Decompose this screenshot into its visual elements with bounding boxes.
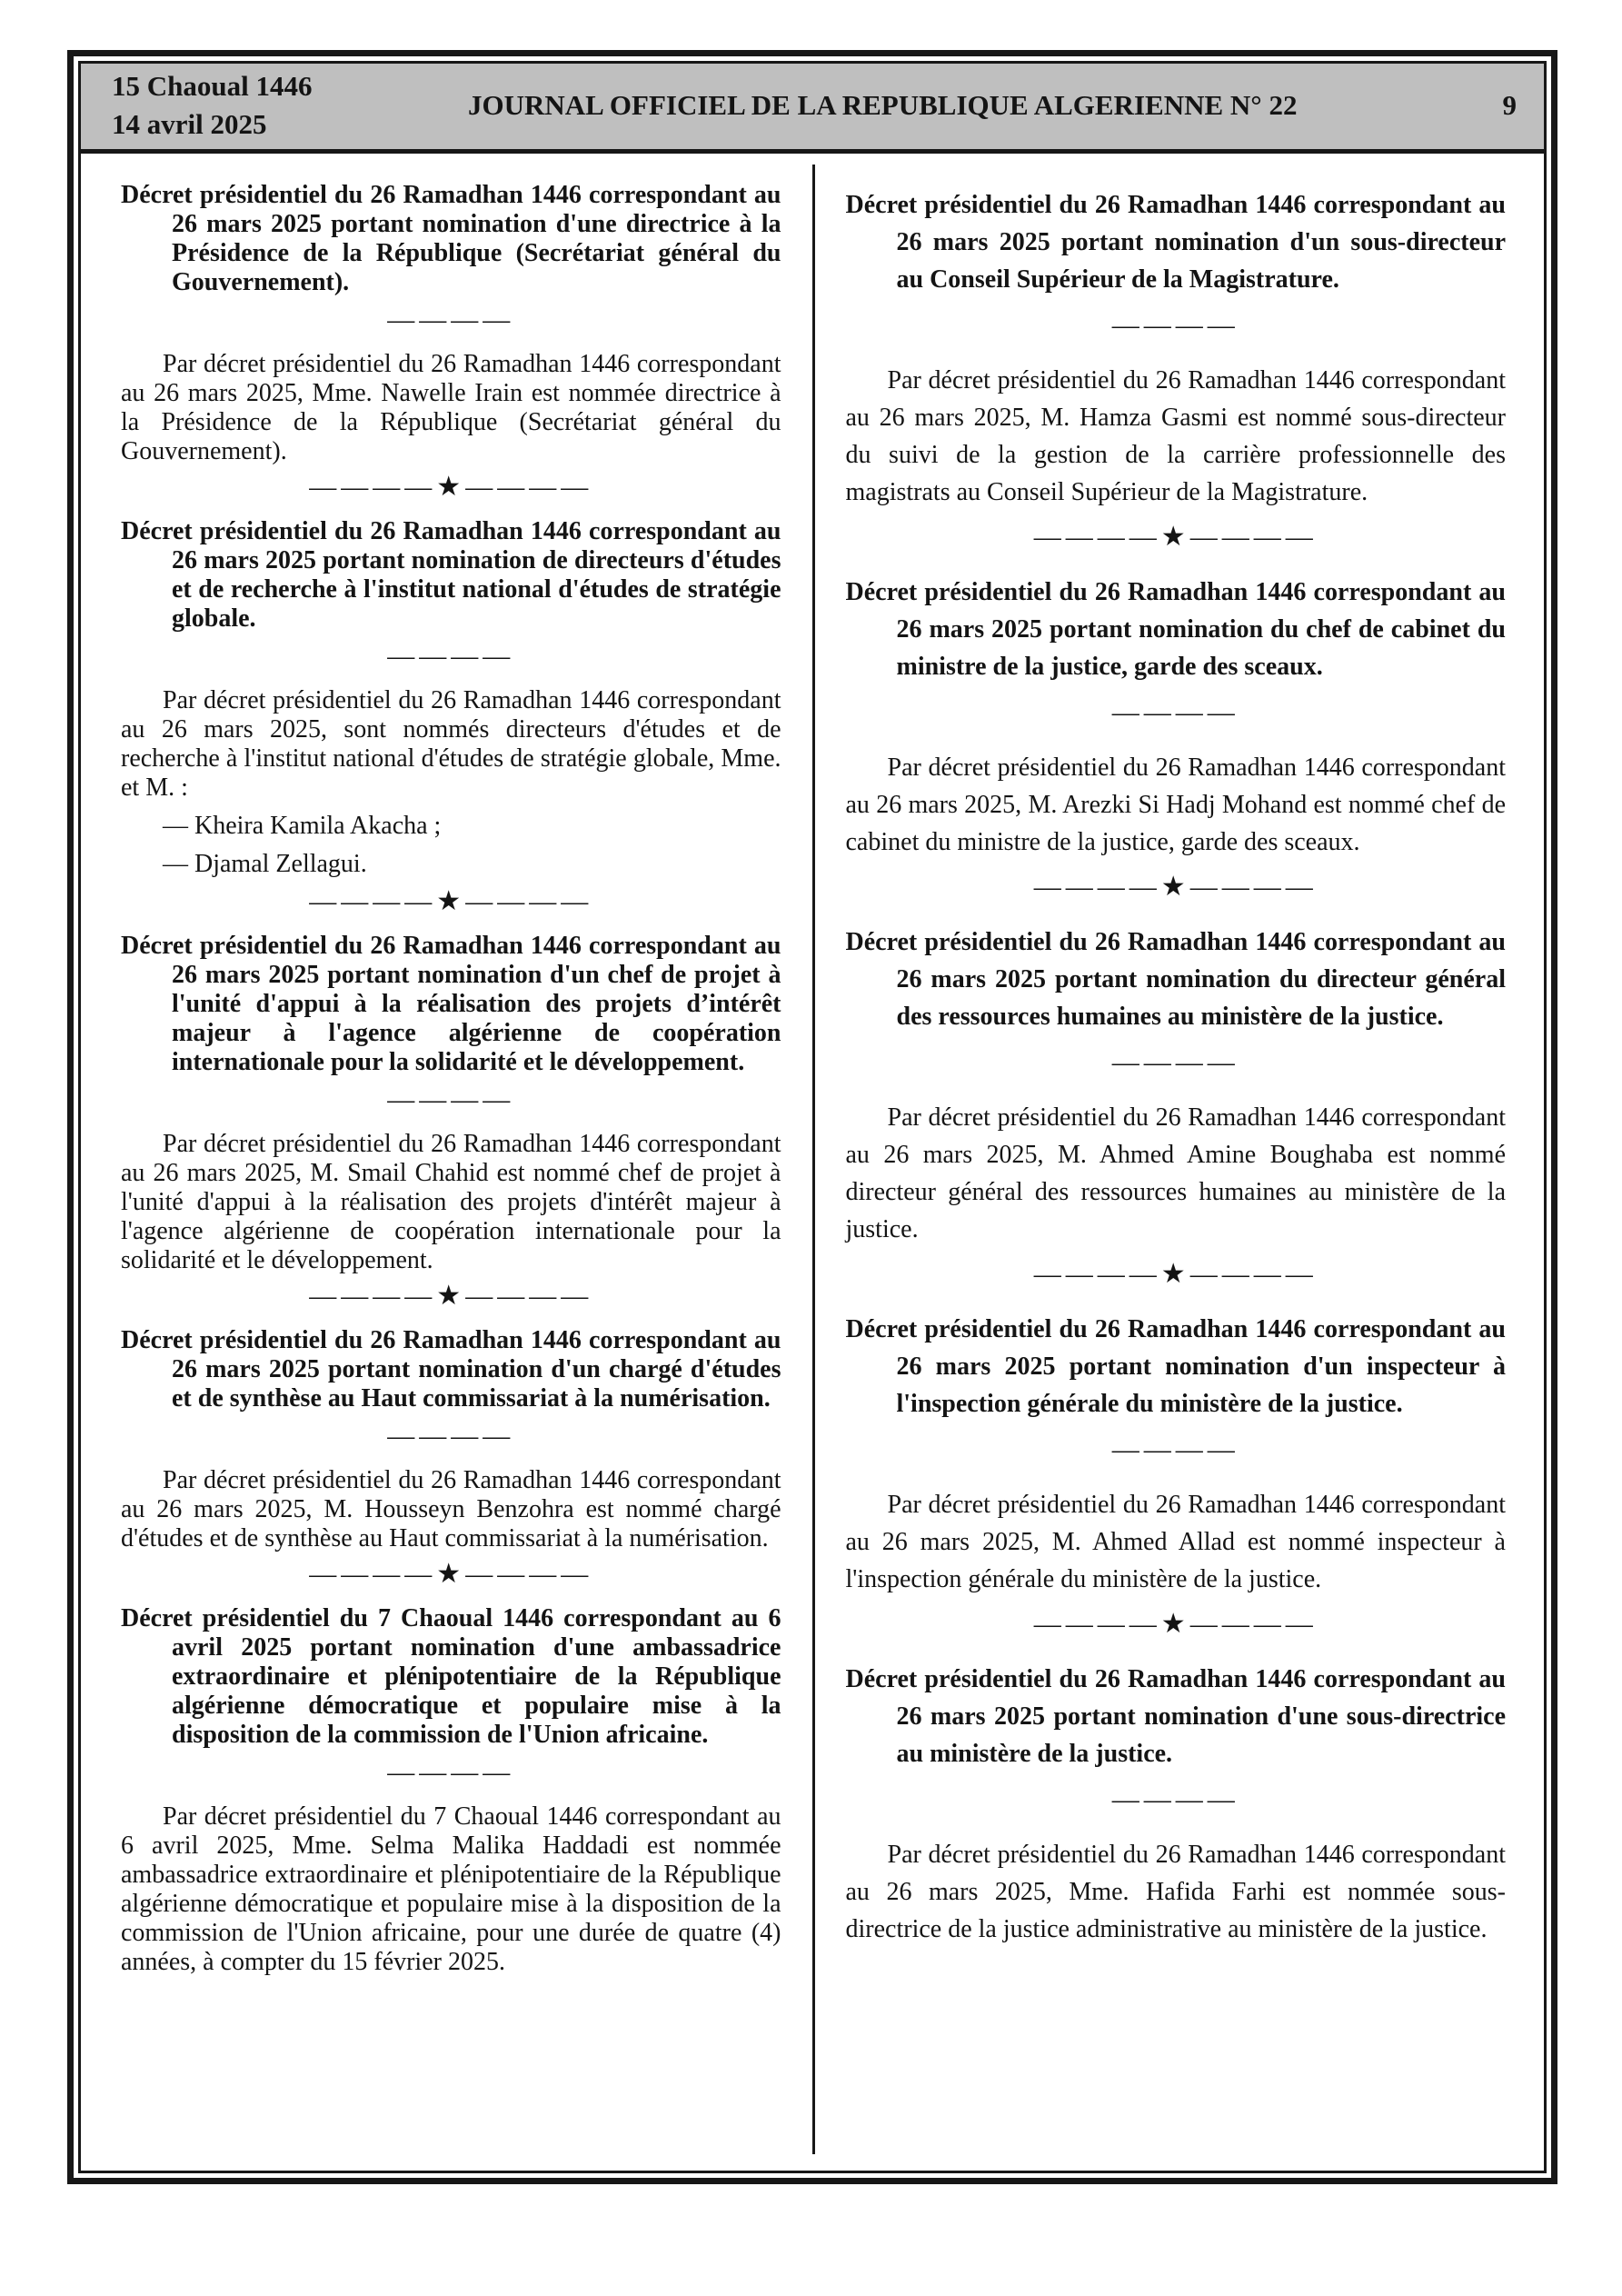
decree-paragraph: Par décret présidentiel du 26 Ramadhan 1446 correspondant au 26 mars 2025, M. Arezki Si Hadj Mohand est nommé chef de cabinet du ministre de la justice, garde des sceaux. xyxy=(845,754,1506,856)
dash-separator: ———— xyxy=(1111,310,1239,340)
star-separator: ————★———— xyxy=(309,1281,593,1311)
star-separator: ————★———— xyxy=(1033,1259,1318,1289)
decree-paragraph: Par décret présidentiel du 26 Ramadhan 1446 correspondant au 26 mars 2025, Mme. Hafida Farhi est nommée sous-directrice de la justice administrative au ministère de la justice. xyxy=(845,1841,1506,1943)
star-separator: ————★———— xyxy=(309,886,593,916)
decree-title: Décret présidentiel du 26 Ramadhan 1446 correspondant au 26 mars 2025 portant nomination d'un chargé d'études et de synthèse au Haut commissariat à la numérisation. xyxy=(121,1326,781,1413)
nominee-list-item: — Kheira Kamila Akacha ; xyxy=(163,812,442,840)
decree-paragraph: Par décret présidentiel du 26 Ramadhan 1446 correspondant au 26 mars 2025, Mme. Nawelle Irain est nommée directrice à la Présidence de la République (Secrétariat général du Gouvernement). xyxy=(121,350,781,465)
dash-separator: ———— xyxy=(1111,1047,1239,1077)
decree-paragraph: Par décret présidentiel du 26 Ramadhan 1446 correspondant au 26 mars 2025, M. Ahmed Allad est nommé inspecteur à l'inspection générale du ministère de la justice. xyxy=(845,1491,1506,1593)
decree-title: Décret présidentiel du 26 Ramadhan 1446 correspondant au 26 mars 2025 portant nomination d'un chef de projet à l'unité d'appui à la réalisation des projets d’intérêt majeur à l'agence algérienne de coopération internationale pour la solidarité et le développement. xyxy=(121,932,781,1076)
dash-separator: ———— xyxy=(387,1757,515,1787)
dash-separator: ———— xyxy=(387,304,515,334)
content-area xyxy=(81,154,1544,2171)
decree-paragraph: Par décret présidentiel du 26 Ramadhan 1446 correspondant au 26 mars 2025, sont nommés directeurs d'études et de recherche à l'institut national d'études de stratégie globale, Mme. et M. : xyxy=(121,686,781,802)
decree-title: Décret présidentiel du 26 Ramadhan 1446 correspondant au 26 mars 2025 portant nomination d'un inspecteur à l'inspection générale du ministère de la justice. xyxy=(845,1315,1506,1418)
dash-separator: ———— xyxy=(387,1084,515,1114)
star-separator: ————★———— xyxy=(309,1559,593,1589)
date-block xyxy=(112,67,312,144)
dash-separator: ———— xyxy=(387,641,515,671)
star-separator: ————★———— xyxy=(1033,522,1318,552)
left-column xyxy=(121,165,812,2154)
decree-paragraph: Par décret présidentiel du 26 Ramadhan 1446 correspondant au 26 mars 2025, M. Hamza Gasmi est nommé sous-directeur du suivi de la gestion de la carrière professionnelle des magistrats au Conseil Supérieur de la Magistrature. xyxy=(845,366,1506,506)
gregorian-date: 14 avril 2025 xyxy=(112,108,267,140)
journal-title: JOURNAL OFFICIEL DE LA REPUBLIQUE ALGERIENNE N° 22 xyxy=(468,89,1298,121)
page-frame xyxy=(67,50,1557,2184)
dash-separator: ———— xyxy=(387,1421,515,1451)
dash-separator: ———— xyxy=(1111,1784,1239,1814)
decree-title: Décret présidentiel du 26 Ramadhan 1446 correspondant au 26 mars 2025 portant nomination de directeurs d'études et de recherche à l'institut national d'études de stratégie globale. xyxy=(121,517,781,633)
decree-title: Décret présidentiel du 7 Chaoual 1446 correspondant au 6 avril 2025 portant nomination d'une ambassadrice extraordinaire et plénipotentiaire de la République algérienne démocratique et populaire mise à la disposition de la commission de l'Union africaine. xyxy=(121,1604,781,1749)
nominee-list-item: — Djamal Zellagui. xyxy=(163,850,367,878)
hijri-date: 15 Chaoual 1446 xyxy=(112,70,313,102)
star-separator: ————★———— xyxy=(1033,1609,1318,1639)
decree-paragraph: Par décret présidentiel du 26 Ramadhan 1446 correspondant au 26 mars 2025, M. Smail Chahid est nommé chef de projet à l'unité d'appui à la réalisation des projets d'intérêt majeur à l'agence algérienne de coopération internationale pour la solidarité et le développement. xyxy=(121,1130,781,1274)
decree-paragraph: Par décret présidentiel du 26 Ramadhan 1446 correspondant au 26 mars 2025, M. Housseyn Benzohra est nommé chargé d'études et de synthèse au Haut commissariat à la numérisation. xyxy=(121,1466,781,1552)
decree-title: Décret présidentiel du 26 Ramadhan 1446 correspondant au 26 mars 2025 portant nomination d'une directrice à la Présidence de la République (Secrétariat général du Gouvernement). xyxy=(121,181,781,296)
dash-separator: ———— xyxy=(1111,1434,1239,1464)
page-inner-border xyxy=(78,61,1547,2173)
star-separator: ————★———— xyxy=(1033,872,1318,902)
decree-title: Décret présidentiel du 26 Ramadhan 1446 correspondant au 26 mars 2025 portant nomination du directeur général des ressources humaines au ministère de la justice. xyxy=(845,928,1506,1031)
star-separator: ————★———— xyxy=(309,472,593,502)
dash-separator: ———— xyxy=(1111,697,1239,727)
decree-paragraph: Par décret présidentiel du 26 Ramadhan 1446 correspondant au 26 mars 2025, M. Ahmed Amine Boughaba est nommé directeur général des ressources humaines au ministère de la justice. xyxy=(845,1103,1506,1243)
page-number: 9 xyxy=(1502,89,1517,121)
decree-title: Décret présidentiel du 26 Ramadhan 1446 correspondant au 26 mars 2025 portant nomination d'un sous-directeur au Conseil Supérieur de la Magistrature. xyxy=(845,191,1506,294)
decree-title: Décret présidentiel du 26 Ramadhan 1446 correspondant au 26 mars 2025 portant nomination du chef de cabinet du ministre de la justice, garde des sceaux. xyxy=(845,578,1506,681)
masthead xyxy=(81,64,1544,154)
decree-paragraph: Par décret présidentiel du 7 Chaoual 1446 correspondant au 6 avril 2025, Mme. Selma Malika Haddadi est nommée ambassadrice extraordinaire et plénipotentiaire de la République algérienne démocratique et populaire mise à la disposition de la commission de l'Union africaine, pour une durée de quatre (4) années, à compter du 15 février 2025. xyxy=(121,1802,781,1976)
right-column xyxy=(815,165,1507,2154)
decree-title: Décret présidentiel du 26 Ramadhan 1446 correspondant au 26 mars 2025 portant nomination d'une sous-directrice au ministère de la justice. xyxy=(845,1665,1506,1768)
